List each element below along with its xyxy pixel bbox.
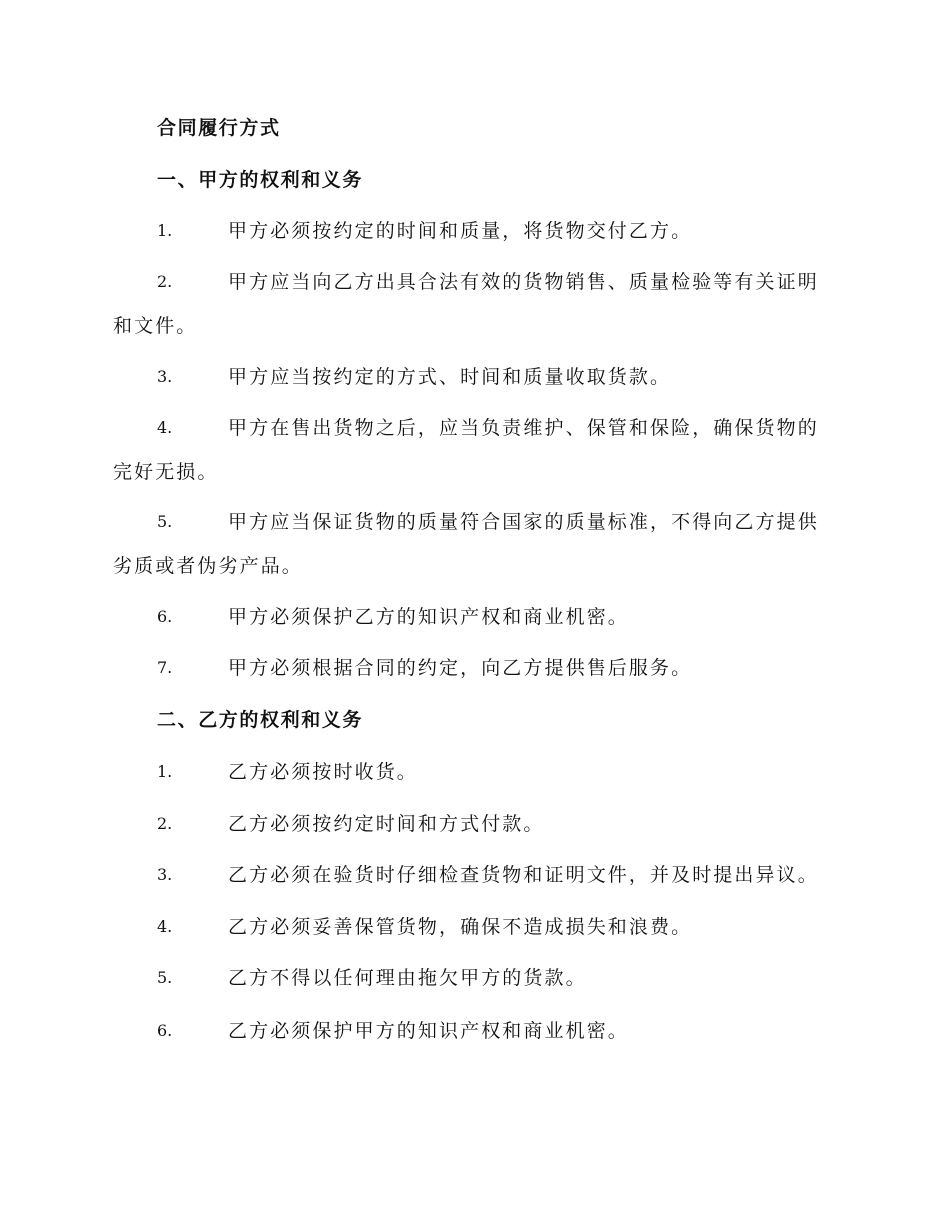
item-text-continuation: 完好无损。: [113, 461, 219, 483]
section-heading-party-b: 二、乙方的权利和义务: [157, 709, 364, 731]
item-text-continuation: 劣质或者伪劣产品。: [113, 555, 303, 577]
item-text: 甲方应当按约定的方式、时间和质量收取货款。: [228, 366, 672, 388]
item-number: 1.: [157, 762, 173, 781]
item-text: 乙方必须保护甲方的知识产权和商业机密。: [228, 1020, 629, 1042]
item-text: 乙方必须在验货时仔细检查货物和证明文件，并及时提出异议。: [228, 864, 819, 886]
item-text: 乙方必须按约定时间和方式付款。: [228, 813, 545, 835]
item-text: 乙方必须按时收货。: [228, 761, 418, 783]
item-text: 甲方应当向乙方出具合法有效的货物销售、质量检验等有关证明: [228, 271, 819, 293]
item-text-continuation: 和文件。: [113, 315, 198, 337]
item-number: 2.: [157, 272, 173, 291]
section-heading-party-a: 一、甲方的权利和义务: [157, 169, 364, 191]
document-title: 合同履行方式: [157, 117, 281, 139]
item-text: 甲方应当保证货物的质量符合国家的质量标准，不得向乙方提供: [228, 511, 819, 533]
item-text: 甲方必须按约定的时间和质量，将货物交付乙方。: [228, 220, 693, 242]
item-number: 2.: [157, 814, 173, 833]
item-number: 6.: [157, 607, 173, 626]
item-text: 甲方必须保护乙方的知识产权和商业机密。: [228, 606, 629, 628]
item-text: 甲方必须根据合同的约定，向乙方提供售后服务。: [228, 657, 693, 679]
item-text: 甲方在售出货物之后，应当负责维护、保管和保险，确保货物的: [228, 417, 819, 439]
item-number: 7.: [157, 658, 173, 677]
item-number: 3.: [157, 367, 173, 386]
item-number: 4.: [157, 917, 173, 936]
item-number: 5.: [157, 512, 173, 531]
item-text: 乙方不得以任何理由拖欠甲方的货款。: [228, 967, 587, 989]
item-number: 1.: [157, 221, 173, 240]
item-number: 4.: [157, 418, 173, 437]
item-text: 乙方必须妥善保管货物，确保不造成损失和浪费。: [228, 916, 693, 938]
item-number: 3.: [157, 865, 173, 884]
item-number: 6.: [157, 1021, 173, 1040]
item-number: 5.: [157, 968, 173, 987]
